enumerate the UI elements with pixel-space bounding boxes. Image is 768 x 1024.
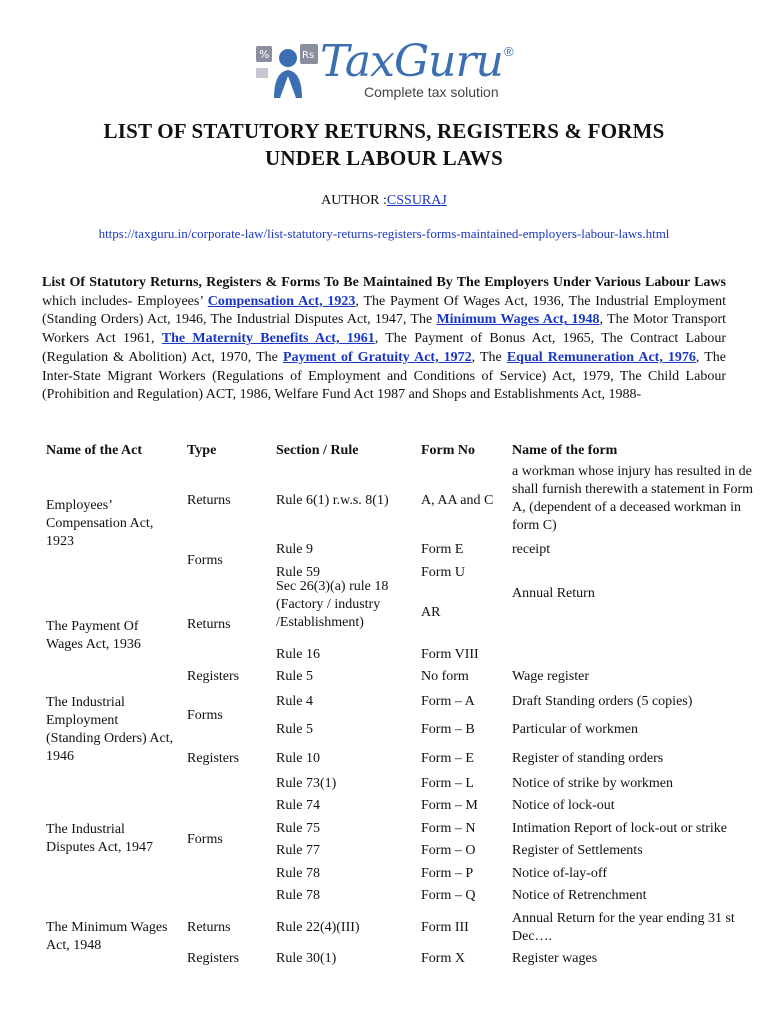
form-name: Notice of Retrenchment [512, 888, 647, 903]
form-name: Draft Standing orders (5 copies) [512, 694, 693, 709]
form-no: Form – N [421, 821, 476, 836]
section-rule: Rule 5 [276, 722, 313, 737]
intro-text: , The [471, 349, 507, 365]
intro-text: , The Payment of Bonus Act, 1965, The Contract Labour (Regulation & Abolition) Act, 1970, The [42, 331, 726, 365]
form-no: AR [421, 605, 441, 620]
form-name: form C) [512, 518, 557, 533]
svg-text:%: % [259, 48, 270, 61]
intro-text: , The Motor Transport Workers Act 1961, [42, 312, 726, 347]
act-name: Employment [46, 713, 119, 728]
form-no: Form – Q [421, 888, 476, 903]
section-rule: Rule 74 [276, 798, 320, 813]
registered-mark: ® [504, 44, 514, 59]
form-name: Particular of workmen [512, 722, 638, 737]
section-rule: Rule 73(1) [276, 776, 337, 791]
type-label: Returns [187, 920, 231, 935]
intro-text: , The Inter-State Migrant Workers (Regulations of Employment and Conditions of Service) Act, 1979, The Child Labour (Prohibition and Regulation) ACT, 1986, Welfare Fund Act 1987 and Shops and Establishments Act, 1988- [42, 349, 726, 403]
form-name: receipt [512, 542, 551, 557]
source-url[interactable]: https://taxguru.in/corporate-law/list-statutory-returns-registers-forms-maintained-employers-labour-laws.html [98, 226, 670, 241]
type-label: Registers [187, 669, 240, 684]
form-name: Register of Settlements [512, 843, 643, 858]
form-no: A, AA and C [421, 493, 494, 508]
act-name: Compensation Act, [46, 516, 154, 531]
form-name: Intimation Report of lock-out or strike [512, 821, 728, 836]
section-rule: Rule 78 [276, 866, 320, 881]
section-rule: /Establishment) [276, 615, 364, 630]
link-maternity-benefits-act[interactable]: The Maternity Benefits Act, 1961 [161, 331, 375, 347]
act-name: The Industrial [46, 822, 125, 837]
form-name: A, (dependent of a deceased workman in [512, 500, 741, 515]
type-label: Forms [187, 553, 223, 568]
type-label: Forms [187, 708, 223, 723]
form-name: Wage register [512, 669, 589, 684]
intro-text: which includes- Employees’ [42, 293, 208, 309]
title-line-2: UNDER LABOUR LAWS [265, 146, 503, 170]
header-act: Name of the Act [46, 443, 143, 458]
logo-tagline: Complete tax solution [364, 84, 499, 100]
link-payment-of-gratuity-act[interactable]: Payment of Gratuity Act, 1972 [282, 349, 472, 365]
form-no: Form X [421, 951, 465, 966]
form-name: Annual Return for the year ending 31 st [512, 911, 735, 926]
link-equal-remuneration-act[interactable]: Equal Remuneration Act, 1976 [506, 349, 696, 365]
title-line-1: LIST OF STATUTORY RETURNS, REGISTERS & FORMS [103, 119, 665, 143]
intro-text: , The Payment Of Wages Act, 1936, The Industrial Employment (Standing Orders) Act, 1946, The Industrial Disputes Act, 1947, The [42, 293, 726, 328]
type-label: Returns [187, 617, 231, 632]
act-name: Disputes Act, 1947 [46, 840, 153, 855]
act-name: The Minimum Wages [46, 920, 168, 935]
type-label: Forms [187, 832, 223, 847]
form-name: Register wages [512, 951, 598, 966]
section-rule: Rule 22(4)(III) [276, 920, 360, 935]
act-name: Wages Act, 1936 [46, 637, 141, 652]
form-no: Form – O [421, 843, 476, 858]
act-name: Employees’ [46, 498, 113, 513]
section-rule: Rule 78 [276, 888, 320, 903]
form-no: Form – M [421, 798, 478, 813]
section-rule: Rule 9 [276, 542, 313, 557]
type-label: Returns [187, 493, 231, 508]
form-no: Form – E [421, 751, 474, 766]
form-no: Form – B [421, 722, 475, 737]
section-rule: Rule 75 [276, 821, 320, 836]
form-no: Form VIII [421, 647, 479, 662]
link-compensation-act[interactable]: Compensation Act, 1923 [207, 293, 356, 309]
section-rule: Rule 5 [276, 669, 313, 684]
form-no: Form E [421, 542, 464, 557]
form-no: Form U [421, 565, 465, 580]
form-name: Annual Return [512, 586, 595, 601]
form-no: Form III [421, 920, 469, 935]
form-name: shall furnish therewith a statement in Form [512, 482, 754, 497]
form-no: Form – P [421, 866, 474, 881]
header-form-name: Name of the form [512, 443, 618, 458]
author-link[interactable]: CSSURAJ [386, 193, 447, 208]
section-rule: Rule 6(1) r.w.s. 8(1) [276, 493, 389, 508]
section-rule: Rule 30(1) [276, 951, 337, 966]
header-type: Type [187, 443, 217, 458]
header-form-no: Form No [421, 443, 476, 458]
section-rule: Rule 4 [276, 694, 313, 709]
form-name: Notice of strike by workmen [512, 776, 673, 791]
form-name: Dec…. [512, 929, 553, 944]
act-name: 1946 [46, 749, 74, 764]
act-name: The Industrial [46, 695, 125, 710]
type-label: Registers [187, 951, 240, 966]
form-no: No form [421, 669, 469, 684]
act-name: The Payment Of [46, 619, 139, 634]
form-name: Notice of lock-out [512, 798, 615, 813]
author-label: AUTHOR : [321, 193, 387, 208]
section-rule: Rule 59 [276, 565, 320, 580]
section-rule: Sec 26(3)(a) rule 18 [276, 579, 389, 594]
act-name: 1923 [46, 534, 74, 549]
form-no: Form – L [421, 776, 474, 791]
section-rule: Rule 16 [276, 647, 320, 662]
form-name: a workman whose injury has resulted in de [512, 464, 752, 479]
type-label: Registers [187, 751, 240, 766]
logo-wordmark: TaxGuru [320, 36, 503, 87]
form-name: Register of standing orders [512, 751, 664, 766]
form-name: Notice of-lay-off [512, 866, 607, 881]
header-section-rule: Section / Rule [276, 443, 359, 458]
act-name: (Standing Orders) Act, [46, 731, 174, 746]
link-minimum-wages-act[interactable]: Minimum Wages Act, 1948 [436, 312, 600, 328]
intro-lead: List Of Statutory Returns, Registers & Forms To Be Maintained By The Employers Under Various Labour Laws [42, 275, 726, 290]
section-rule: (Factory / industry [276, 597, 381, 612]
act-name: Act, 1948 [46, 938, 102, 953]
form-no: Form – A [421, 694, 475, 709]
section-rule: Rule 77 [276, 843, 320, 858]
rs-glyph: Rs [302, 50, 315, 61]
section-rule: Rule 10 [276, 751, 320, 766]
